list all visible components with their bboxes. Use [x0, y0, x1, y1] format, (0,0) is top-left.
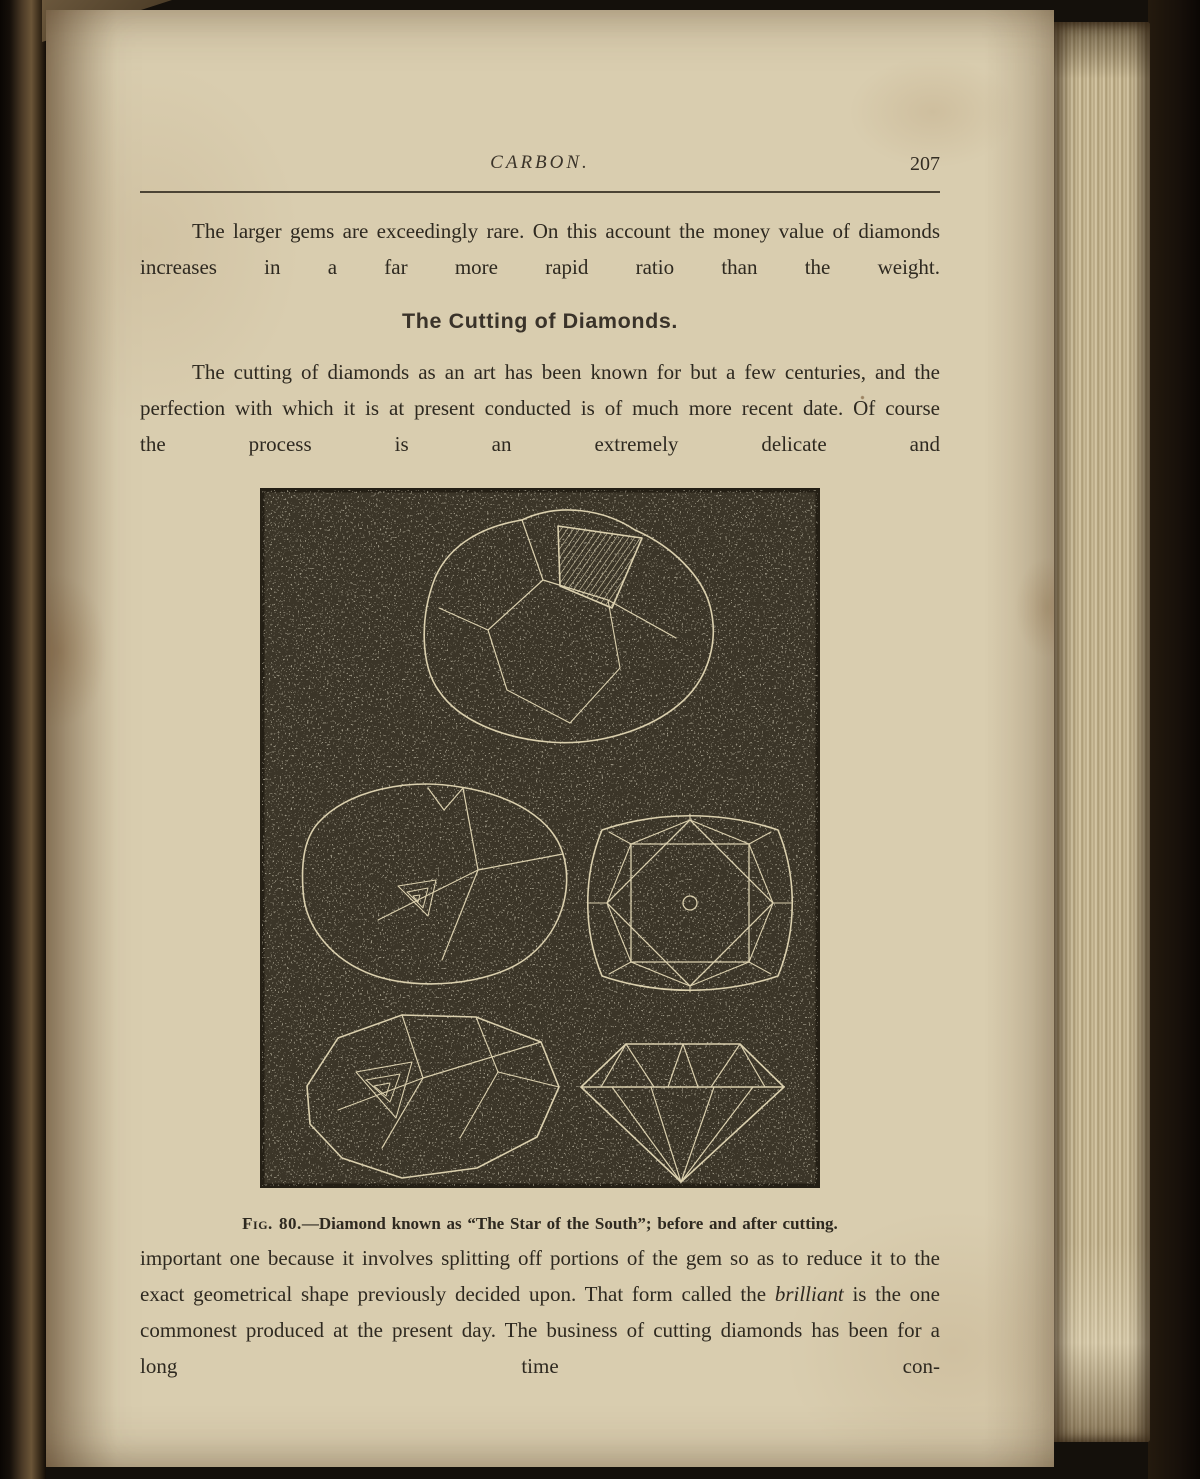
book-spine: [0, 0, 46, 1479]
paragraph-3-italic: brilliant: [774, 1282, 844, 1306]
paragraph-3-before: important one because it involves splitting off portions of the gem so as to reduce it to the exact geometrical shape previously decided upon. That form called the: [140, 1246, 940, 1306]
figure-80: [260, 488, 820, 1188]
page-header: [140, 152, 940, 182]
page-content: [140, 10, 940, 1384]
page-stack-edge: [1052, 22, 1150, 1442]
diamond-engraving: [260, 488, 820, 1188]
header-rule: [140, 191, 940, 193]
section-heading: The Cutting of Diamonds.: [402, 309, 678, 333]
paragraph-3: [140, 1240, 940, 1384]
figure-caption: [140, 1212, 940, 1236]
figure-label: Fig. 80.: [242, 1214, 302, 1233]
running-head: CARBON.: [490, 152, 590, 173]
paragraph-2: The cutting of diamonds as an art has been known for but a few centuries, and the perfection with which it is at present conducted is of much more recent date. Of course the process is an extremely delicate and: [140, 360, 940, 456]
figure-caption-text: —Diamond known as “The Star of the South”; before and after cutting.: [301, 1214, 838, 1233]
paragraph-1: The larger gems are exceedingly rare. On this account the money value of diamonds increases in a far more rapid ratio than the weight.: [140, 219, 940, 279]
book-cover-right: [1148, 0, 1200, 1479]
paragraph-3-after: is the one commonest produced at the present day. The business of cutting diamonds has been for a long time con-: [140, 1282, 940, 1378]
page-number: 207: [910, 153, 940, 175]
book-page: [46, 10, 1054, 1467]
